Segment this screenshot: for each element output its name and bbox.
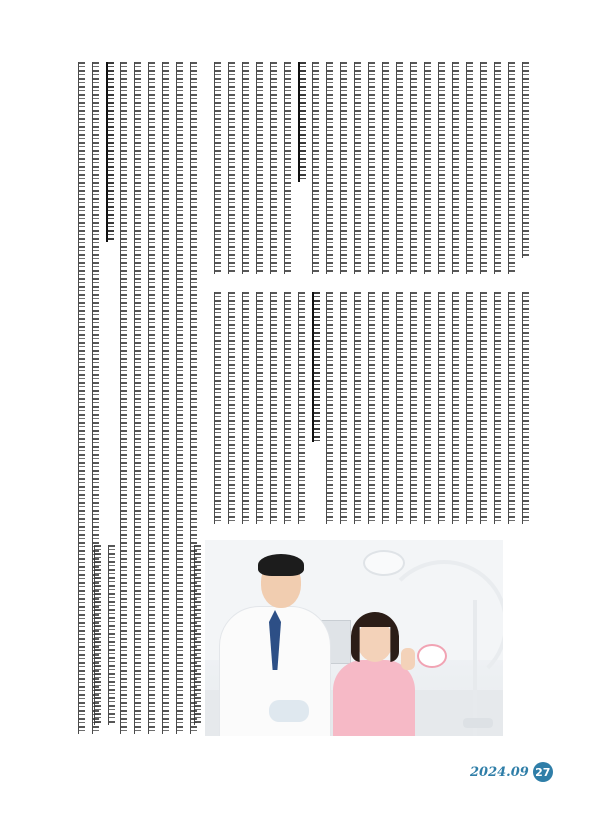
text-column [438, 62, 445, 274]
text-column [522, 62, 529, 258]
text-column [354, 292, 361, 524]
text-column [270, 62, 277, 274]
text-column [368, 62, 375, 274]
text-column [424, 292, 431, 524]
text-column [270, 292, 277, 524]
text-column [382, 62, 389, 274]
text-column [424, 62, 431, 274]
dental-lamp-illustration [363, 550, 405, 576]
text-column [466, 62, 473, 274]
text-column [298, 292, 305, 524]
text-column [410, 62, 417, 274]
text-column [340, 62, 347, 274]
text-column [522, 292, 529, 524]
text-column [108, 545, 115, 725]
issue-date: 2024.09 [470, 764, 529, 780]
text-column [480, 62, 487, 274]
section-heading-column [312, 292, 320, 442]
text-column [312, 62, 319, 274]
text-column [396, 292, 403, 524]
text-column [214, 292, 221, 524]
text-column [256, 62, 263, 274]
text-column [494, 292, 501, 524]
text-column [94, 545, 101, 725]
text-column [256, 292, 263, 524]
text-column [382, 292, 389, 524]
text-column [284, 62, 291, 274]
text-column [452, 62, 459, 274]
text-column [410, 292, 417, 524]
dentist-with-child-photo [205, 540, 503, 736]
text-column [340, 292, 347, 524]
text-column [162, 62, 169, 734]
text-column [228, 62, 235, 274]
text-column [480, 292, 487, 524]
text-column [368, 292, 375, 524]
thumbs-up-icon [401, 648, 415, 670]
text-column [78, 62, 85, 734]
text-column [242, 292, 249, 524]
text-column [214, 62, 221, 274]
text-column [494, 62, 501, 274]
text-column [508, 292, 515, 524]
child-figure [333, 660, 415, 736]
text-column [120, 62, 127, 734]
text-column [326, 62, 333, 274]
text-column [354, 62, 361, 274]
teeth-model-icon [417, 644, 447, 668]
text-column [452, 292, 459, 524]
text-column [134, 62, 141, 734]
page-number: 27 [533, 762, 553, 782]
text-column [326, 292, 333, 524]
text-column [438, 292, 445, 524]
text-column [508, 62, 515, 274]
text-column [148, 62, 155, 734]
section-heading-column [106, 62, 114, 242]
text-column [242, 62, 249, 274]
text-column [228, 292, 235, 524]
text-column [284, 292, 291, 524]
section-heading-column [298, 62, 306, 182]
text-column [466, 292, 473, 524]
text-column [194, 545, 201, 725]
text-column [396, 62, 403, 274]
text-column [176, 62, 183, 734]
page-footer [470, 762, 553, 782]
